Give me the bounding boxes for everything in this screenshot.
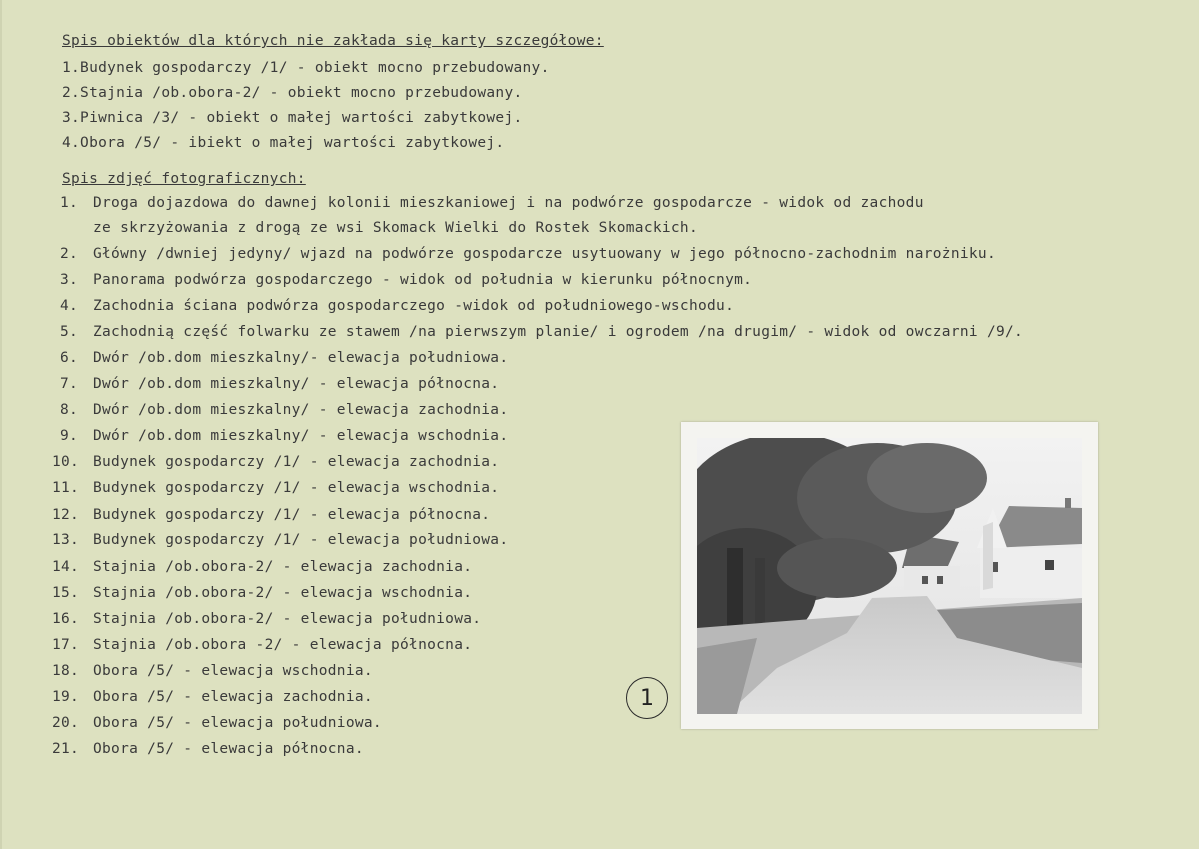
photo-list-item-text: Budynek gospodarczy /1/ - elewacja północna.: [93, 507, 491, 523]
photo-list-item-text: Dwór /ob.dom mieszkalny/ - elewacja wschodnia.: [93, 428, 509, 444]
section2-heading: Spis zdjęć fotograficznych:: [62, 171, 306, 187]
photo-list-item-text: Zachodnia ściana podwórza gospodarczego -widok od południowego-wschodu.: [93, 298, 735, 314]
photo-list-item-text: Obora /5/ - elewacja południowa.: [93, 715, 382, 731]
photo-list-item-text: Obora /5/ - elewacja północna.: [93, 741, 364, 757]
photo-list-item-number: 8.: [60, 402, 79, 418]
photo-list-item-text: Dwór /ob.dom mieszkalny/- elewacja południowa.: [93, 350, 509, 366]
photo-list-item-number: 12.: [52, 507, 80, 523]
photo-number-circle: 1: [626, 677, 668, 719]
photo-list-item-text: ze skrzyżowania z drogą ze wsi Skomack Wielki do Rostek Skomackich.: [93, 220, 698, 236]
section1-heading: Spis obiektów dla których nie zakłada się karty szczegółowe:: [62, 33, 604, 49]
photo-list-item-number: 14.: [52, 559, 80, 575]
photo-list-item-number: 2.: [60, 246, 79, 262]
photo-list-item-number: 15.: [52, 585, 80, 601]
photo-list-item-text: Budynek gospodarczy /1/ - elewacja wschodnia.: [93, 480, 500, 496]
photo-list-item-text: Stajnia /ob.obora-2/ - elewacja południowa.: [93, 611, 482, 627]
farmyard-photo-image: [697, 438, 1082, 714]
section1-item: 3.Piwnica /3/ - obiekt o małej wartości zabytkowej.: [62, 110, 523, 126]
photo-list-item-number: 9.: [60, 428, 79, 444]
photo-list-item-number: 4.: [60, 298, 79, 314]
photo-list-item-text: Panorama podwórza gospodarczego - widok od południa w kierunku północnym.: [93, 272, 753, 288]
photo-list-item-text: Dwór /ob.dom mieszkalny/ - elewacja zachodnia.: [93, 402, 509, 418]
photo-list-item-number: 17.: [52, 637, 80, 653]
photo-list-item-text: Budynek gospodarczy /1/ - elewacja południowa.: [93, 532, 509, 548]
photo-list-item-number: 1.: [60, 195, 79, 211]
photo-list-item-text: Stajnia /ob.obora-2/ - elewacja wschodnia.: [93, 585, 473, 601]
photo-list-item-number: 21.: [52, 741, 80, 757]
photo-list-item-number: 5.: [60, 324, 79, 340]
photo-list-item-text: Główny /dwniej jedyny/ wjazd na podwórze gospodarcze usytuowany w jego północno-zachodnim narożniku.: [93, 246, 996, 262]
photo-list-item-text: Obora /5/ - elewacja wschodnia.: [93, 663, 373, 679]
farmyard-photo: [697, 438, 1082, 714]
photo-list-item-number: 10.: [52, 454, 80, 470]
section1-item: 1.Budynek gospodarczy /1/ - obiekt mocno przebudowany.: [62, 60, 550, 76]
photo-frame: [681, 422, 1098, 729]
photo-list-item-number: 3.: [60, 272, 79, 288]
photo-list-item-text: Droga dojazdowa do dawnej kolonii mieszkaniowej i na podwórze gospodarcze - widok od zachodu: [93, 195, 924, 211]
photo-list-item-text: Zachodnią część folwarku ze stawem /na pierwszym planie/ i ogrodem /na drugim/ - widok od owczarni /9/.: [93, 324, 1024, 340]
photo-list-item-text: Obora /5/ - elewacja zachodnia.: [93, 689, 373, 705]
photo-list-item-text: Stajnia /ob.obora -2/ - elewacja północna.: [93, 637, 473, 653]
photo-list-item-number: 13.: [52, 532, 80, 548]
photo-list-item-text: Budynek gospodarczy /1/ - elewacja zachodnia.: [93, 454, 500, 470]
photo-list-item-number: 20.: [52, 715, 80, 731]
photo-list-item-text: Stajnia /ob.obora-2/ - elewacja zachodnia.: [93, 559, 473, 575]
photo-list-item-number: 18.: [52, 663, 80, 679]
section1-item: 4.Obora /5/ - ibiekt o małej wartości zabytkowej.: [62, 135, 505, 151]
photo-list-item-number: 7.: [60, 376, 79, 392]
photo-list-item-number: 16.: [52, 611, 80, 627]
photo-list-item-number: 11.: [52, 480, 80, 496]
photo-list-item-number: 6.: [60, 350, 79, 366]
photo-list-item-text: Dwór /ob.dom mieszkalny/ - elewacja północna.: [93, 376, 500, 392]
section1-item: 2.Stajnia /ob.obora-2/ - obiekt mocno przebudowany.: [62, 85, 523, 101]
photo-list-item-number: 19.: [52, 689, 80, 705]
